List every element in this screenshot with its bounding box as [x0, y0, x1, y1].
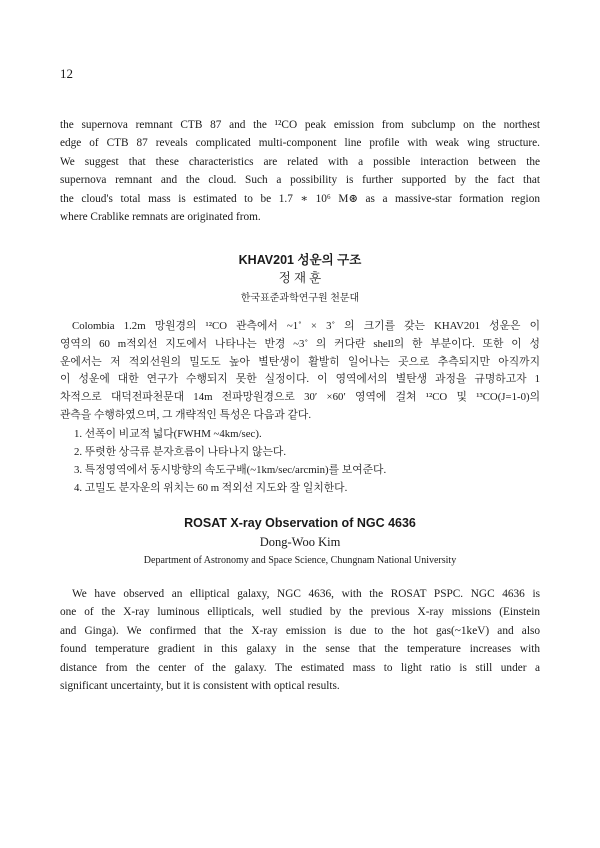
- abstract-2-line: 관측을 수행하였으며, 그 개략적인 특성은 다음과 같다.: [60, 408, 312, 421]
- abstract-1-line: the cloud's total mass is estimated to be 1.7 ∗ 10⁶ M⊛ as a massive-star formation region: [60, 192, 540, 205]
- abstract-3-line: distance from the center of the galaxy. The estimated mass to light ratio is still under a: [60, 661, 540, 674]
- abstract-3-title: ROSAT X-ray Observation of NGC 4636: [184, 516, 416, 530]
- list-item: 4. 고밀도 분자운의 위치는 60 m 적외선 지도와 잘 일치한다.: [74, 482, 348, 494]
- abstract-1-line: We suggest that these characteristics are related with a possible interaction between the: [60, 155, 540, 168]
- list-item: 2. 뚜렷한 상극류 분자흐름이 나타나지 않는다.: [74, 446, 287, 458]
- abstract-2-list: [74, 425, 544, 497]
- list-item: 3. 특정영역에서 동시방향의 속도구배(~1km/sec/arcmin)를 보여준다.: [74, 464, 387, 476]
- abstract-2-line: 이 성운에 대한 연구가 수행되지 못한 실정이다. 이 영역에서의 별탄생 과정을 규명하고자 1: [60, 373, 540, 386]
- abstract-2-line: 차적으로 대덕전파천문대 14m 전파망원경으로 30′ ×60′ 영역에 걸쳐 ¹²CO 및 ¹³CO(J=1-0)의: [60, 391, 540, 404]
- abstract-2-line: 운에서는 저 적외선원의 밀도도 높아 별탄생이 활발히 일어나는 곳으로 추측되지만 아직까지: [60, 355, 540, 368]
- abstract-3-line: and Ginga). We confirmed that the X-ray emission is due to the hot gas(~1keV) and also: [60, 624, 540, 637]
- page-number: 12: [60, 66, 73, 81]
- abstract-1-line: where Crablike remnats are originated from.: [60, 211, 261, 224]
- abstract-2-affiliation: 한국표준과학연구원 천문대: [240, 293, 360, 304]
- abstract-1-line: edge of CTB 87 reveals complicated multi-component line profile with weak wing structure.: [60, 137, 540, 150]
- abstract-2-line: 영역의 60 m적외선 지도에서 나타나는 반경 ~3˚ 의 커다란 shell의 한 부분이다. 또한 이 성: [60, 337, 540, 350]
- abstract-1-body: [60, 116, 540, 226]
- abstract-3-line: significant uncertainty, but it is consistent with optical results.: [60, 680, 340, 693]
- abstract-3-affiliation: Department of Astronomy and Space Science, Chungnam National University: [143, 555, 457, 566]
- abstract-3-line: found temperature gradient in this galaxy in the sense that the temperature increases with: [60, 643, 540, 656]
- abstract-3-author: Dong-Woo Kim: [259, 535, 341, 549]
- abstract-2-body: [60, 318, 540, 425]
- abstract-2-line: Colombia 1.2m 망원경의 ¹²CO 관측에서 ~1˚ × 3˚ 의 크기를 갖는 KHAV201 성운은 이: [72, 320, 540, 332]
- abstract-2-author: 정 재 훈: [278, 271, 322, 285]
- abstract-2-title: KHAV201 성운의 구조: [238, 253, 362, 267]
- abstract-3-body: [60, 585, 540, 695]
- list-item: 1. 선폭이 비교적 넓다(FWHM ~4km/sec).: [74, 428, 262, 440]
- abstract-3-line: one of the X-ray luminous ellipticals, well studied by the previous X-ray missions (Einstein: [60, 606, 540, 619]
- abstract-1-line: the supernova remnant CTB 87 and the ¹²CO peak emission from subclump on the northest: [60, 119, 540, 131]
- abstract-3-line: We have observed an elliptical galaxy, NGC 4636, with the ROSAT PSPC. NGC 4636 is: [72, 588, 540, 600]
- abstract-1-line: supernova remnant and the cloud. Such a possibility is further supported by the fact that: [60, 174, 540, 187]
